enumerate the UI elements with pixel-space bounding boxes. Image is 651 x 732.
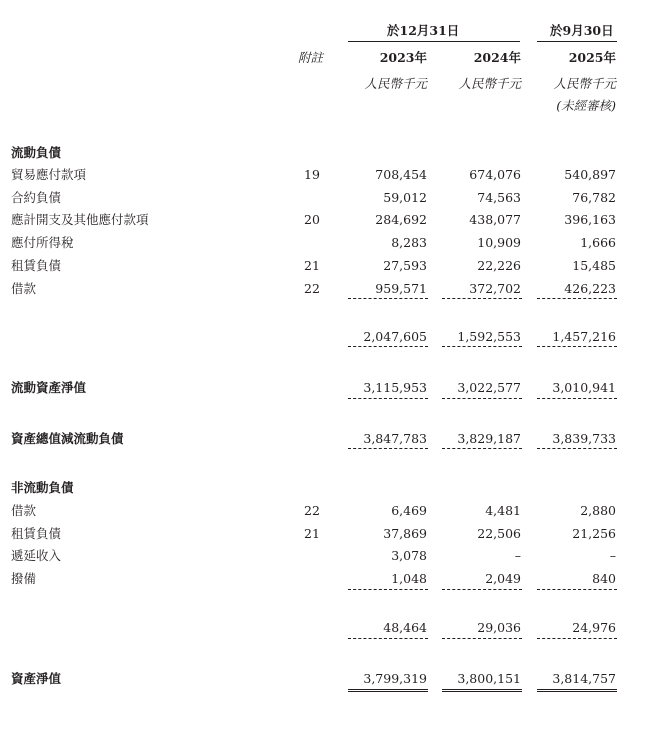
row-label: 遞延收入 (11, 548, 62, 563)
row-label: 撥備 (11, 571, 37, 586)
rule-2023 (348, 589, 428, 590)
section-non-current-liabilities: 非流動負債 (11, 480, 74, 495)
value-2025: 840 (592, 571, 616, 586)
value-2025: 426,223 (564, 281, 616, 296)
value-2023: 708,454 (375, 167, 427, 182)
net-current-assets-2023: 3,115,953 (363, 380, 427, 395)
total-assets-less-cl-2025: 3,839,733 (552, 431, 616, 446)
value-2023: 1,048 (391, 571, 427, 586)
value-2023: 27,593 (383, 258, 427, 273)
net-current-assets-2025: 3,010,941 (552, 380, 616, 395)
note-header: 附註 (298, 50, 324, 65)
row-note: 19 (304, 167, 320, 182)
value-2025: 540,897 (564, 167, 616, 182)
value-2023: 959,571 (375, 281, 427, 296)
double-rule-2025 (537, 689, 617, 692)
rule-2024 (442, 346, 522, 347)
row-label: 借款 (11, 281, 37, 296)
rule-2023 (348, 448, 428, 449)
noncurrent-total-2024: 29,036 (477, 620, 521, 635)
section-current-liabilities: 流動負債 (11, 145, 62, 160)
value-2024: – (514, 548, 521, 563)
net-current-assets-2024: 3,022,577 (457, 380, 521, 395)
year-2024: 2024年 (473, 50, 521, 65)
row-label: 應計開支及其他應付款項 (11, 212, 149, 227)
value-2025: 21,256 (572, 526, 616, 541)
header-dec31: 於12月31日 (387, 23, 460, 38)
value-2025: 2,880 (580, 503, 616, 518)
rule-2025 (537, 398, 617, 399)
current-total-2025: 1,457,216 (552, 329, 616, 344)
value-2024: 22,226 (477, 258, 521, 273)
value-2024: 674,076 (469, 167, 521, 182)
net-assets-2024: 3,800,151 (457, 671, 521, 686)
value-2023: 3,078 (391, 548, 427, 563)
row-note: 21 (304, 258, 320, 273)
value-2024: 10,909 (477, 235, 521, 250)
value-2024: 22,506 (477, 526, 521, 541)
unaudited-label: (未經審核) (556, 98, 616, 113)
unit-2025: 人民幣千元 (553, 76, 616, 91)
unit-2024: 人民幣千元 (458, 76, 521, 91)
value-2023: 284,692 (375, 212, 427, 227)
current-total-2024: 1,592,553 (457, 329, 521, 344)
net-assets-label: 資產淨值 (11, 671, 62, 686)
row-label: 合約負債 (11, 190, 62, 205)
value-2024: 372,702 (469, 281, 521, 296)
header-rule-dec31 (348, 41, 520, 42)
rule-2025 (537, 346, 617, 347)
row-label: 租賃負債 (11, 258, 62, 273)
double-rule-2023 (348, 689, 428, 692)
double-rule-2024 (442, 689, 522, 692)
rule-2023 (348, 398, 428, 399)
value-2024: 4,481 (485, 503, 521, 518)
value-2025: 76,782 (572, 190, 616, 205)
rule-2025 (537, 589, 617, 590)
year-2023: 2023年 (379, 50, 427, 65)
rule-2023 (348, 638, 428, 639)
rule-2024 (442, 448, 522, 449)
value-2024: 438,077 (469, 212, 521, 227)
row-note: 22 (304, 281, 320, 296)
rule-2023 (348, 346, 428, 347)
unit-2023: 人民幣千元 (364, 76, 427, 91)
row-label: 應付所得稅 (11, 235, 74, 250)
row-label: 租賃負債 (11, 526, 62, 541)
value-2023: 6,469 (391, 503, 427, 518)
row-note: 20 (304, 212, 320, 227)
rule-2025 (537, 298, 617, 299)
header-sep30: 於9月30日 (550, 23, 614, 38)
row-note: 22 (304, 503, 320, 518)
value-2023: 8,283 (391, 235, 427, 250)
row-label: 借款 (11, 503, 37, 518)
rule-2024 (442, 638, 522, 639)
value-2024: 74,563 (477, 190, 521, 205)
value-2025: – (609, 548, 616, 563)
row-label: 貿易應付款項 (11, 167, 87, 182)
noncurrent-total-2025: 24,976 (572, 620, 616, 635)
value-2023: 37,869 (383, 526, 427, 541)
value-2025: 1,666 (580, 235, 616, 250)
rule-2025 (537, 638, 617, 639)
rule-2024 (442, 589, 522, 590)
value-2025: 15,485 (572, 258, 616, 273)
rule-2024 (442, 298, 522, 299)
value-2024: 2,049 (485, 571, 521, 586)
header-rule-sep30 (537, 41, 617, 42)
rule-2023 (348, 298, 428, 299)
total-assets-less-cl-label: 資產總值減流動負債 (11, 431, 124, 446)
year-2025: 2025年 (568, 50, 616, 65)
row-note: 21 (304, 526, 320, 541)
net-current-assets-label: 流動資產淨值 (11, 380, 87, 395)
value-2023: 59,012 (383, 190, 427, 205)
noncurrent-total-2023: 48,464 (383, 620, 427, 635)
total-assets-less-cl-2024: 3,829,187 (457, 431, 521, 446)
net-assets-2025: 3,814,757 (552, 671, 616, 686)
rule-2025 (537, 448, 617, 449)
total-assets-less-cl-2023: 3,847,783 (363, 431, 427, 446)
net-assets-2023: 3,799,319 (363, 671, 427, 686)
rule-2024 (442, 398, 522, 399)
value-2025: 396,163 (564, 212, 616, 227)
current-total-2023: 2,047,605 (363, 329, 427, 344)
